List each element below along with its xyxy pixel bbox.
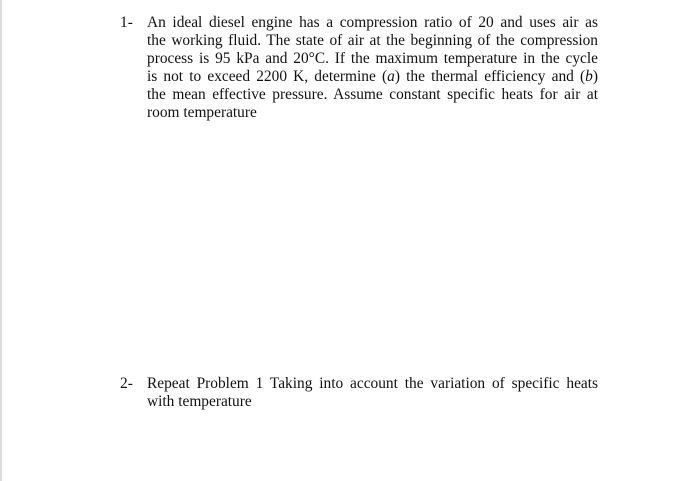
problem-number: 1- <box>120 14 133 31</box>
statement-line: process is 95 kPa and 20°C. If the maximum temperature in the cycle <box>147 50 598 67</box>
problem-statement <box>147 375 598 411</box>
part-label: a <box>387 68 395 85</box>
statement-line: Repeat Problem 1 Taking into account the variation of specific heats <box>147 375 598 392</box>
statement-line: An ideal diesel engine has a compression ratio of 20 and uses air as <box>147 14 598 31</box>
statement-line: is not to exceed 2200 K, determine (a) the thermal efficiency and (b) <box>147 68 598 85</box>
statement-line: with temperature <box>147 393 252 410</box>
part-label: b <box>585 68 593 85</box>
problem-2 <box>120 375 598 411</box>
page-left-edge <box>0 0 2 481</box>
problem-statement <box>147 14 598 122</box>
statement-line: the mean effective pressure. Assume constant specific heats for air at <box>147 86 598 103</box>
statement-line: the working fluid. The state of air at the beginning of the compression <box>147 32 598 49</box>
problem-1 <box>120 14 598 122</box>
statement-line: room temperature <box>147 104 257 121</box>
problem-number: 2- <box>120 375 133 392</box>
